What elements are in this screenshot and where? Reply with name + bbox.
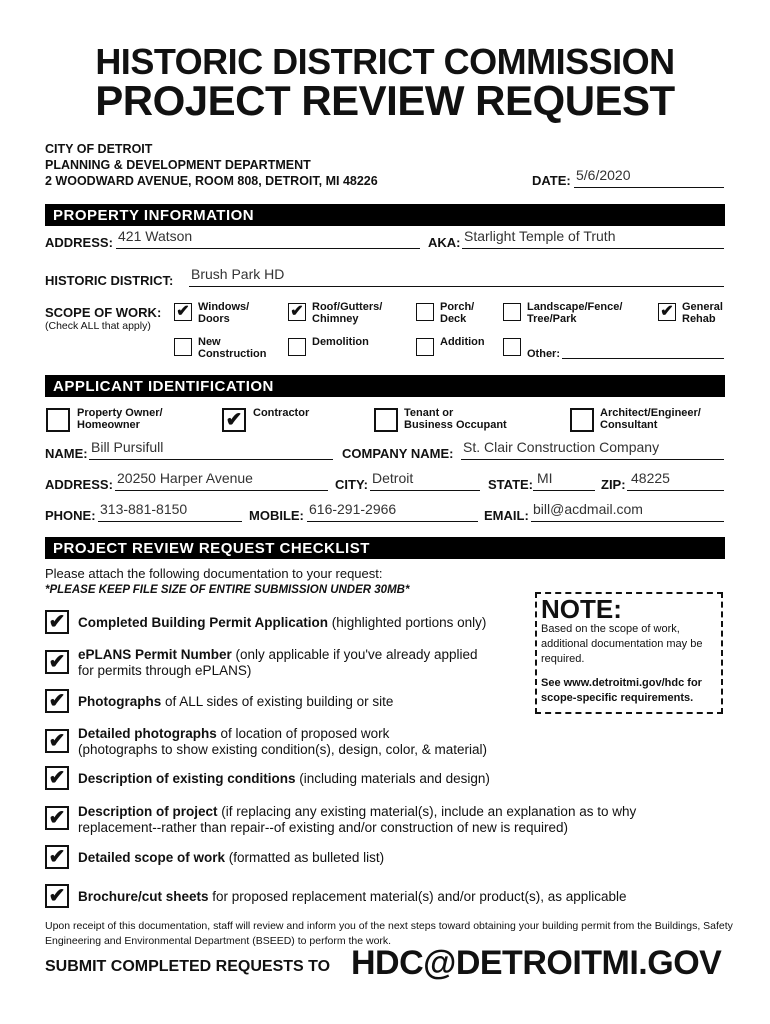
applicant-type-architect: Architect/Engineer/ Consultant: [600, 407, 701, 431]
scope-checkbox-landscape[interactable]: [503, 303, 521, 321]
company-field[interactable]: [461, 439, 724, 460]
zip-value: 48225: [631, 470, 670, 486]
scope-checkbox-porch[interactable]: [416, 303, 434, 321]
submit-label: SUBMIT COMPLETED REQUESTS TO: [45, 958, 331, 975]
phone-label: PHONE:: [45, 508, 96, 523]
property-address-field[interactable]: [116, 228, 420, 249]
footer-text: Upon receipt of this documentation, staff will review and inform you of the next steps toward obtaining your building permit from the Buildings, Safety Engineering and Environmental Department (BSEED) to perform the work.: [45, 920, 733, 947]
phone-field[interactable]: [98, 501, 242, 522]
checklist-item: Brochure/cut sheets for proposed replacement material(s) and/or product(s), as applicable: [78, 889, 627, 904]
city-field[interactable]: [370, 470, 480, 491]
checklist-checkbox[interactable]: ✔: [45, 884, 69, 908]
applicant-checkbox-contractor[interactable]: ✔: [222, 408, 246, 432]
applicant-name-label: NAME:: [45, 446, 88, 461]
mobile-field[interactable]: [307, 501, 478, 522]
applicant-address-field[interactable]: [115, 470, 328, 491]
checklist-item: Description of existing conditions (including materials and design): [78, 771, 490, 786]
submit-email-link[interactable]: HDC@DETROITMI.GOV: [351, 944, 722, 982]
department-address: [45, 141, 378, 189]
applicant-type-contractor: Contractor: [253, 407, 310, 419]
mobile-value: 616-291-2966: [309, 501, 397, 517]
checklist-item: Completed Building Permit Application (highlighted portions only): [78, 615, 487, 630]
scope-checkbox-windows[interactable]: ✔: [174, 303, 192, 321]
checklist-item: ePLANS Permit Number (only applicable if you've already applied for permits through ePLANS): [78, 647, 478, 678]
scope-checkbox-demolition[interactable]: [288, 338, 306, 356]
phone-value: 313-881-8150: [100, 501, 188, 517]
aka-value: Starlight Temple of Truth: [464, 228, 616, 244]
district-label: HISTORIC DISTRICT:: [45, 273, 174, 288]
scope-other-field[interactable]: [562, 344, 724, 359]
scope-option-windows: Windows/ Doors: [198, 301, 250, 325]
scope-checkbox-addition[interactable]: [416, 338, 434, 356]
checklist-item: Detailed photographs of location of proposed work (photographs to show existing condition(s), design, color, & material): [78, 726, 487, 757]
company-value: St. Clair Construction Company: [463, 439, 660, 455]
city-value: Detroit: [372, 470, 414, 486]
city-label: CITY:: [335, 477, 368, 492]
scope-checkbox-roof[interactable]: ✔: [288, 303, 306, 321]
checklist-checkbox[interactable]: ✔: [45, 729, 69, 753]
form-title: HISTORIC DISTRICT COMMISSION: [95, 41, 675, 82]
zip-field[interactable]: [627, 470, 724, 491]
scope-option-roof: Roof/Gutters/ Chimney: [312, 301, 383, 325]
scope-option-addition: Addition: [440, 336, 485, 348]
state-value: MI: [537, 470, 553, 486]
address-line: 2 WOODWARD AVENUE, ROOM 808, DETROIT, MI 48226: [45, 174, 378, 188]
scope-option-demolition: Demolition: [312, 336, 369, 348]
property-section-header: PROPERTY INFORMATION: [45, 204, 725, 226]
scope-option-landscape: Landscape/Fence/ Tree/Park: [527, 301, 623, 325]
checklist-intro: Please attach the following documentation to your request:: [45, 566, 383, 581]
scope-option-general-rehab: General Rehab: [682, 301, 723, 325]
scope-other-label: Other:: [527, 348, 560, 360]
address-line: PLANNING & DEVELOPMENT DEPARTMENT: [45, 158, 311, 172]
checklist-warning: *PLEASE KEEP FILE SIZE OF ENTIRE SUBMISSION UNDER 30MB*: [45, 584, 410, 596]
address-line: CITY OF DETROIT: [45, 142, 153, 156]
district-field[interactable]: [189, 266, 724, 287]
applicant-type-tenant: Tenant or Business Occupant: [404, 407, 507, 431]
applicant-address-value: 20250 Harper Avenue: [117, 470, 253, 486]
scope-checkbox-general-rehab[interactable]: ✔: [658, 303, 676, 321]
checklist-checkbox[interactable]: ✔: [45, 650, 69, 674]
checklist-checkbox[interactable]: ✔: [45, 845, 69, 869]
company-label: COMPANY NAME:: [342, 446, 454, 461]
checklist-checkbox[interactable]: ✔: [45, 766, 69, 790]
property-address-value: 421 Watson: [118, 228, 193, 244]
checklist-checkbox[interactable]: ✔: [45, 610, 69, 634]
applicant-type-owner: Property Owner/ Homeowner: [77, 407, 163, 431]
property-address-label: ADDRESS:: [45, 235, 113, 250]
checklist-section-header: PROJECT REVIEW REQUEST CHECKLIST: [45, 537, 725, 559]
email-value: bill@acdmail.com: [533, 501, 643, 517]
state-label: STATE:: [488, 477, 534, 492]
zip-label: ZIP:: [601, 477, 626, 492]
applicant-checkbox-owner[interactable]: [46, 408, 70, 432]
mobile-label: MOBILE:: [249, 508, 304, 523]
checklist-checkbox[interactable]: ✔: [45, 806, 69, 830]
date-field[interactable]: [574, 167, 724, 188]
email-label: EMAIL:: [484, 508, 529, 523]
checklist-item: Photographs of ALL sides of existing building or site: [78, 694, 394, 709]
applicant-name-value: Bill Pursifull: [91, 439, 164, 455]
date-label: DATE:: [532, 173, 571, 188]
form-subtitle: PROJECT REVIEW REQUEST: [95, 77, 675, 124]
district-value: Brush Park HD: [191, 266, 285, 282]
scope-checkbox-new-construction[interactable]: [174, 338, 192, 356]
scope-option-porch: Porch/ Deck: [440, 301, 475, 325]
applicant-address-label: ADDRESS:: [45, 477, 113, 492]
date-value: 5/6/2020: [576, 167, 631, 183]
applicant-section-header: APPLICANT IDENTIFICATION: [45, 375, 725, 397]
note-body: Based on the scope of work, additional documentation may be required.: [541, 623, 703, 665]
aka-field[interactable]: [462, 228, 724, 249]
scope-note: (Check ALL that apply): [45, 320, 151, 332]
applicant-checkbox-tenant[interactable]: [374, 408, 398, 432]
scope-label: SCOPE OF WORK:: [45, 305, 162, 320]
scope-checkbox-other[interactable]: [503, 338, 521, 356]
applicant-checkbox-architect[interactable]: [570, 408, 594, 432]
checklist-item: Description of project (if replacing any existing material(s), include an explanation as to why replacement--rather than repair--of existing and/or construction of new is required): [78, 804, 637, 835]
aka-label: AKA:: [428, 235, 461, 250]
email-field[interactable]: [531, 501, 724, 522]
checklist-checkbox[interactable]: ✔: [45, 689, 69, 713]
applicant-name-field[interactable]: [89, 439, 333, 460]
note-link[interactable]: See www.detroitmi.gov/hdc for scope-specific requirements.: [541, 677, 702, 704]
scope-option-new-construction: New Construction: [198, 336, 267, 360]
checklist-item: Detailed scope of work (formatted as bulleted list): [78, 850, 385, 865]
note-title: NOTE:: [541, 594, 622, 624]
state-field[interactable]: [533, 470, 595, 491]
